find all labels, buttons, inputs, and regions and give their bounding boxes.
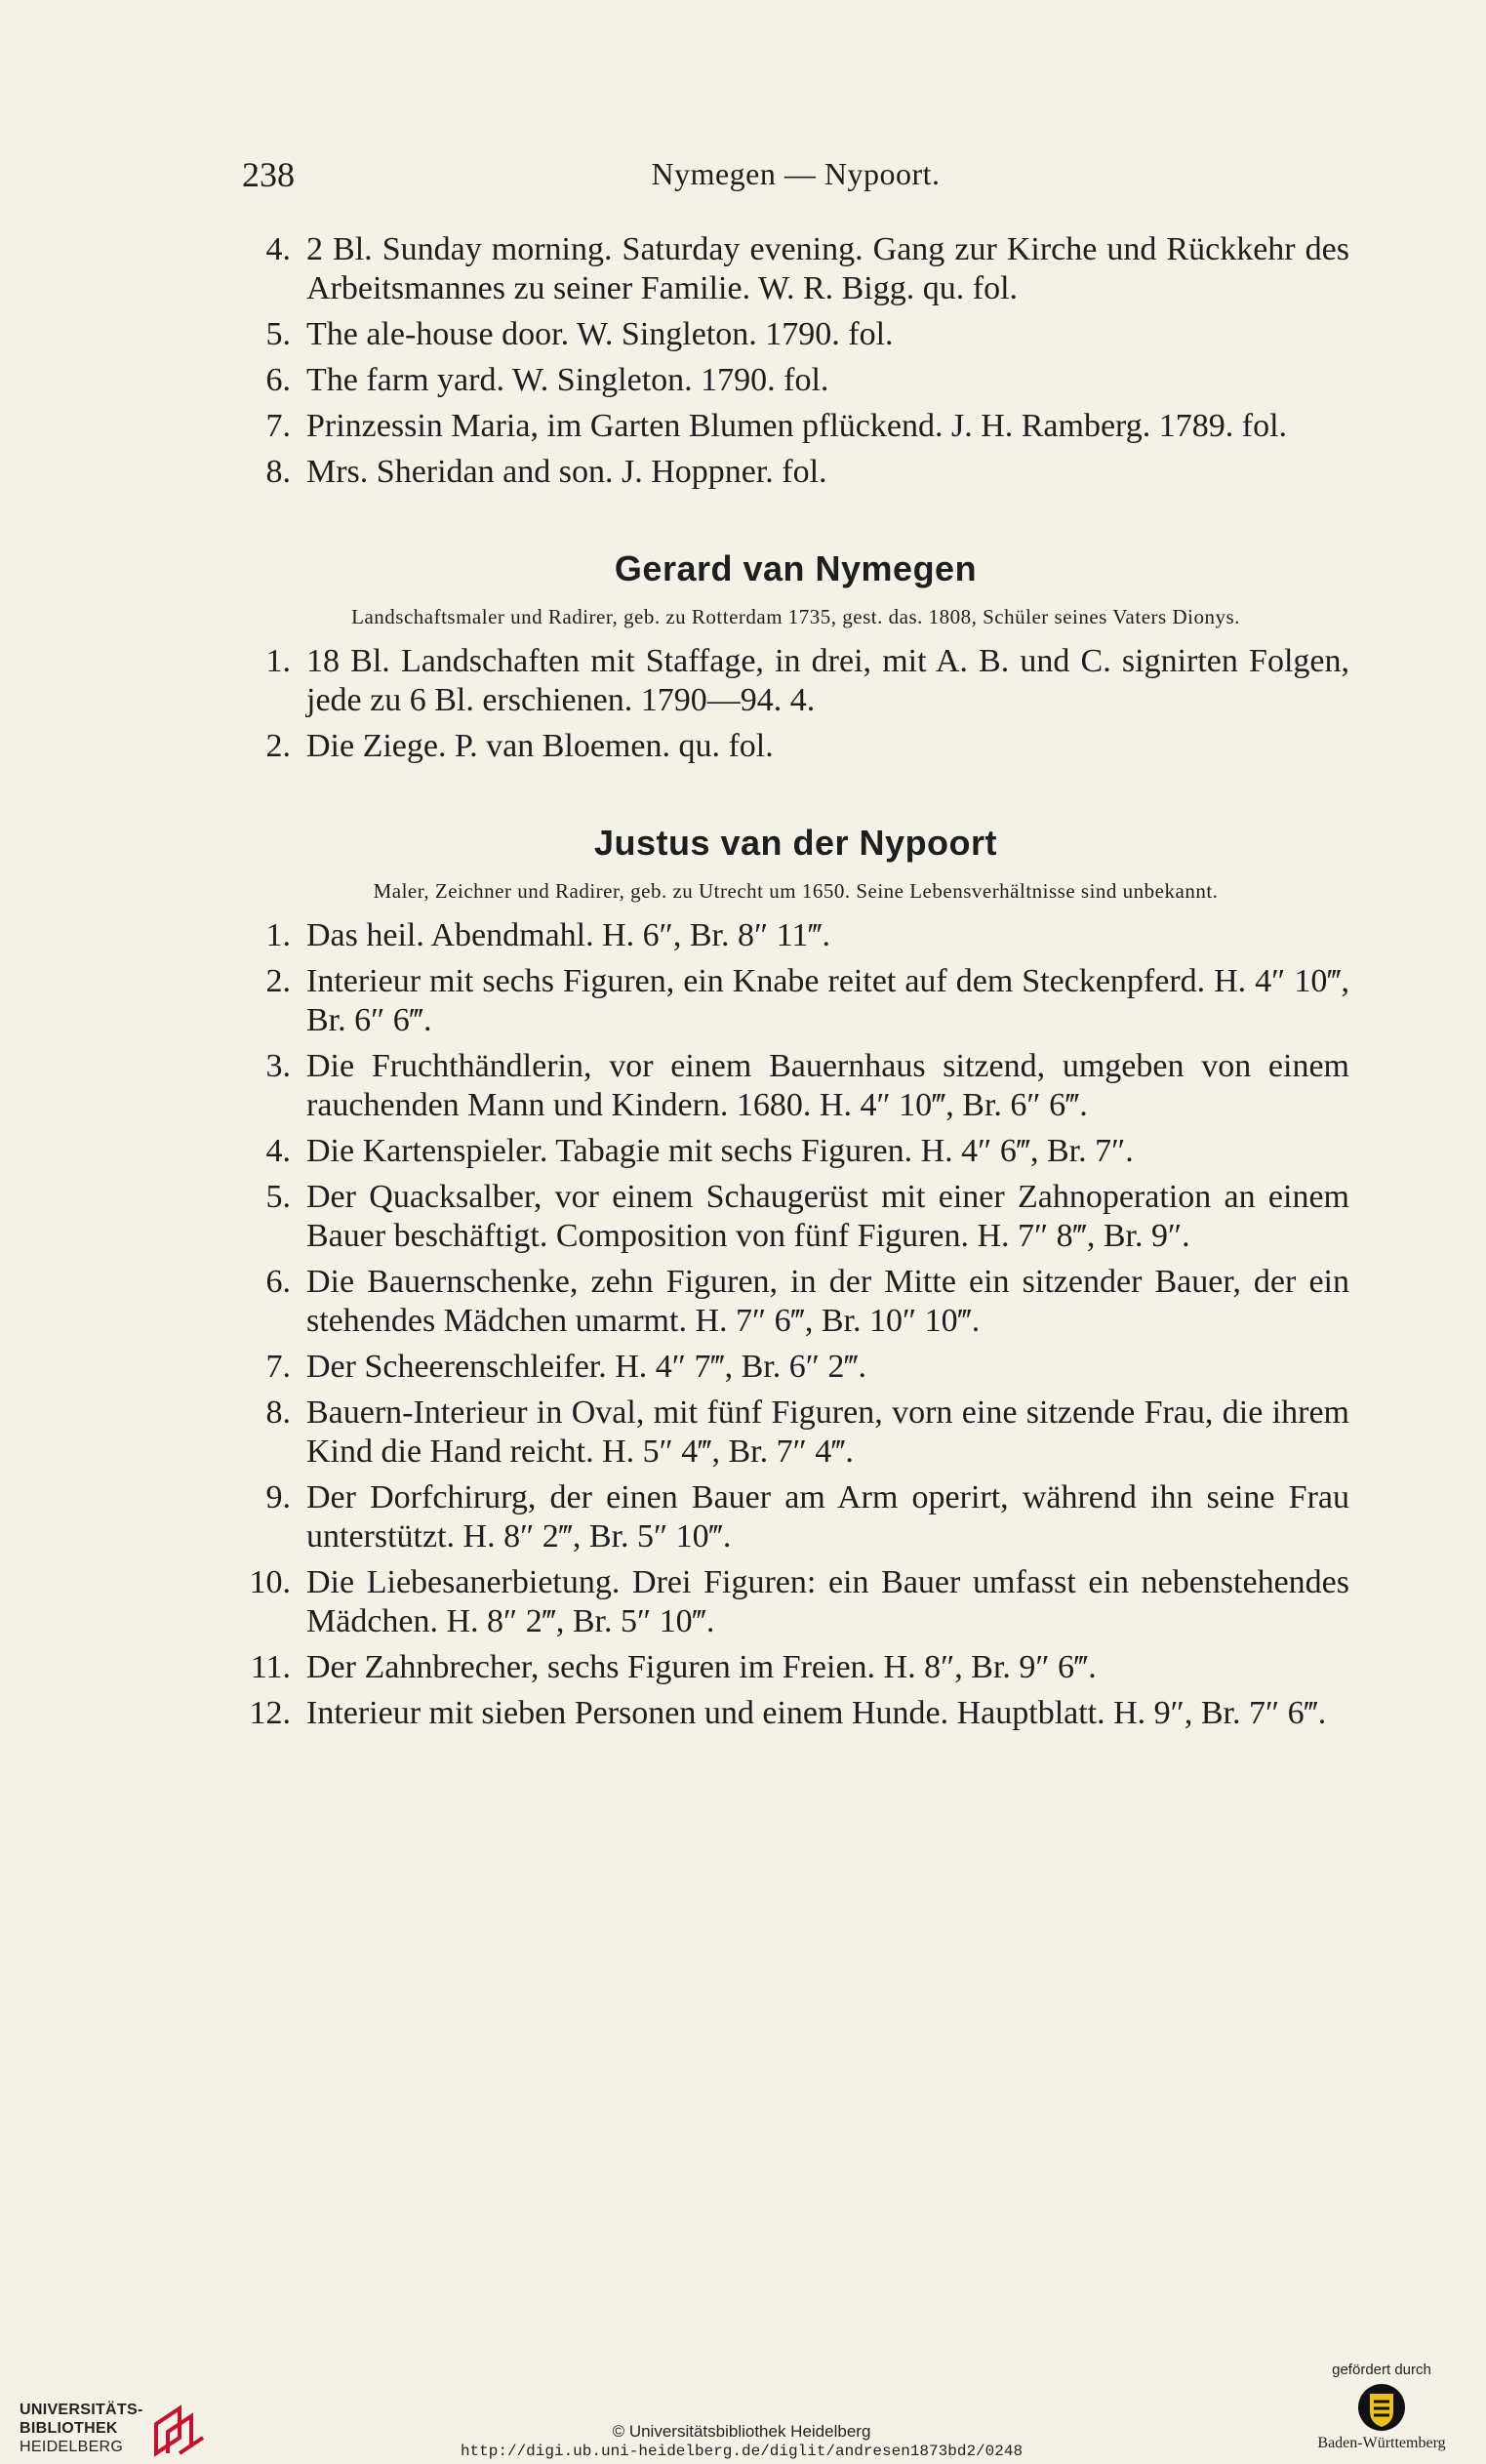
running-head: Nymegen — Nypoort. bbox=[651, 156, 941, 191]
entry-nypoort-11 bbox=[242, 1648, 1349, 1687]
library-name-line3: HEIDELBERG bbox=[20, 2439, 124, 2455]
entry-nypoort-1 bbox=[242, 916, 1349, 955]
entry-text: Interieur mit sieben Personen und einem Hunde. Hauptblatt. H. 9″, Br. 7″ 6‴. bbox=[306, 1695, 1327, 1731]
library-name-line1: UNIVERSITÄTS- bbox=[20, 2402, 143, 2418]
artist-bio-nymegen: Landschaftsmaler und Radirer, geb. zu Rotterdam 1735, gest. das. 1808, Schüler seines Vaters Dionys. bbox=[351, 605, 1240, 628]
entry-nypoort-9 bbox=[242, 1478, 1349, 1556]
entry-number: 12. bbox=[249, 1695, 291, 1731]
entry-text: Bauern-Interieur in Oval, mit fünf Figuren, vorn eine sitzende Frau, die ihrem Kind die Hand reicht. H. 5″ 4‴, Br. 7″ 4‴. bbox=[306, 1394, 1349, 1470]
entry-text: 18 Bl. Landschaften mit Staffage, in drei, mit A. B. und C. signirten Folgen, jede zu 6 Bl. erschienen. 1790—94. 4. bbox=[306, 643, 1349, 718]
entry-text: Interieur mit sechs Figuren, ein Knabe reitet auf dem Steckenpferd. H. 4″ 10‴, Br. 6″ 6‴. bbox=[306, 963, 1349, 1038]
entry-nypoort-8 bbox=[242, 1394, 1349, 1472]
entry-number: 2. bbox=[265, 963, 291, 999]
entry-text: Mrs. Sheridan and son. J. Hoppner. fol. bbox=[306, 454, 827, 490]
entry-prev-4 bbox=[242, 230, 1349, 308]
sponsor-block bbox=[1304, 2362, 1460, 2459]
entry-text: Der Zahnbrecher, sechs Figuren im Freien. H. 8″, Br. 9″ 6‴. bbox=[306, 1649, 1097, 1685]
entry-number: 5. bbox=[265, 316, 291, 352]
entry-number: 1. bbox=[265, 643, 291, 679]
entry-number: 3. bbox=[265, 1048, 291, 1084]
entry-number: 11. bbox=[250, 1649, 291, 1685]
entry-nypoort-6 bbox=[242, 1263, 1349, 1341]
entry-nypoort-5 bbox=[242, 1178, 1349, 1256]
artist-heading-nypoort: Justus van der Nypoort bbox=[593, 823, 998, 863]
entry-number: 10. bbox=[249, 1564, 291, 1600]
artist-bio-nypoort: Maler, Zeichner und Radirer, geb. zu Utrecht um 1650. Seine Lebensverhältnisse sind unbekannt. bbox=[373, 879, 1219, 903]
entry-nypoort-4 bbox=[242, 1132, 1349, 1171]
entry-nypoort-7 bbox=[242, 1348, 1349, 1387]
entry-number: 9. bbox=[265, 1479, 291, 1515]
entry-nypoort-10 bbox=[242, 1563, 1349, 1641]
entry-text: Die Fruchthändlerin, vor einem Bauernhaus sitzend, umgeben von einem rauchenden Mann und Kindern. 1680. H. 4″ 10‴, Br. 6″ 6‴. bbox=[306, 1048, 1349, 1123]
sponsor-label: gefördert durch bbox=[1332, 2362, 1431, 2378]
entry-nymegen-2 bbox=[242, 727, 1349, 766]
entry-text: The farm yard. W. Singleton. 1790. fol. bbox=[306, 362, 829, 398]
entry-number: 7. bbox=[265, 1349, 291, 1385]
entry-number: 1. bbox=[265, 917, 291, 953]
entry-nymegen-1 bbox=[242, 642, 1349, 720]
entry-text: Der Quacksalber, vor einem Schaugerüst mit einer Zahnoperation an einem Bauer beschäftigt. Composition von fünf Figuren. H. 7″ 8‴, Br. 9″. bbox=[306, 1179, 1349, 1254]
copyright-text: © Universitätsbibliothek Heidelberg bbox=[612, 2422, 871, 2441]
entry-number: 8. bbox=[265, 1394, 291, 1431]
entry-prev-8 bbox=[242, 453, 1349, 492]
entry-text: 2 Bl. Sunday morning. Saturday evening. Gang zur Kirche und Rückkehr des Arbeitsmannes zu seiner Familie. W. R. Bigg. qu. fol. bbox=[306, 231, 1349, 306]
entry-number: 4. bbox=[265, 1133, 291, 1169]
text-block bbox=[242, 230, 1349, 1740]
permalink-url[interactable]: http://digi.ub.uni-heidelberg.de/diglit/andresen1873bd2/0248 bbox=[460, 2443, 1024, 2460]
entry-number: 6. bbox=[265, 1264, 291, 1300]
entry-prev-5 bbox=[242, 315, 1349, 354]
entry-text: Die Ziege. P. van Bloemen. qu. fol. bbox=[306, 728, 774, 764]
entry-nypoort-3 bbox=[242, 1047, 1349, 1125]
entry-text: Die Kartenspieler. Tabagie mit sechs Figuren. H. 4″ 6‴, Br. 7″. bbox=[306, 1133, 1134, 1169]
entry-number: 5. bbox=[265, 1179, 291, 1215]
sponsor-state-name: Baden-Württemberg bbox=[1317, 2435, 1446, 2451]
library-logo-icon bbox=[146, 2403, 224, 2459]
entry-number: 8. bbox=[265, 454, 291, 490]
entry-nypoort-12 bbox=[242, 1694, 1349, 1733]
entry-prev-6 bbox=[242, 361, 1349, 400]
entry-prev-7 bbox=[242, 407, 1349, 446]
library-logo-block bbox=[20, 2401, 215, 2459]
entry-text: Der Scheerenschleifer. H. 4″ 7‴, Br. 6″ 2‴. bbox=[306, 1349, 867, 1385]
footer-citation bbox=[449, 2422, 1034, 2461]
page-number: 238 bbox=[242, 155, 295, 194]
entry-text: Prinzessin Maria, im Garten Blumen pflückend. J. H. Ramberg. 1789. fol. bbox=[306, 408, 1288, 444]
entry-number: 6. bbox=[265, 362, 291, 398]
artist-heading-nymegen: Gerard van Nymegen bbox=[614, 548, 978, 588]
entry-text: Der Dorfchirurg, der einen Bauer am Arm operirt, während ihn seine Frau unterstützt. H. 8″ 2‴, Br. 5″ 10‴. bbox=[306, 1479, 1349, 1555]
entry-text: Die Liebesanerbietung. Drei Figuren: ein Bauer umfasst ein nebenstehendes Mädchen. H. 8″ 2‴, Br. 5″ 10‴. bbox=[306, 1564, 1349, 1639]
page-header bbox=[242, 154, 1349, 203]
entry-number: 7. bbox=[265, 408, 291, 444]
state-crest-icon bbox=[1356, 2382, 1407, 2433]
entry-text: Das heil. Abendmahl. H. 6″, Br. 8″ 11‴. bbox=[306, 917, 831, 953]
entry-text: Die Bauernschenke, zehn Figuren, in der Mitte ein sitzender Bauer, der ein stehendes Mädchen umarmt. H. 7″ 6‴, Br. 10″ 10‴. bbox=[306, 1264, 1349, 1339]
entry-number: 4. bbox=[265, 231, 291, 267]
library-name-line2: BIBLIOTHEK bbox=[20, 2420, 118, 2437]
entry-nypoort-2 bbox=[242, 962, 1349, 1040]
entry-text: The ale-house door. W. Singleton. 1790. fol. bbox=[306, 316, 894, 352]
entry-number: 2. bbox=[265, 728, 291, 764]
